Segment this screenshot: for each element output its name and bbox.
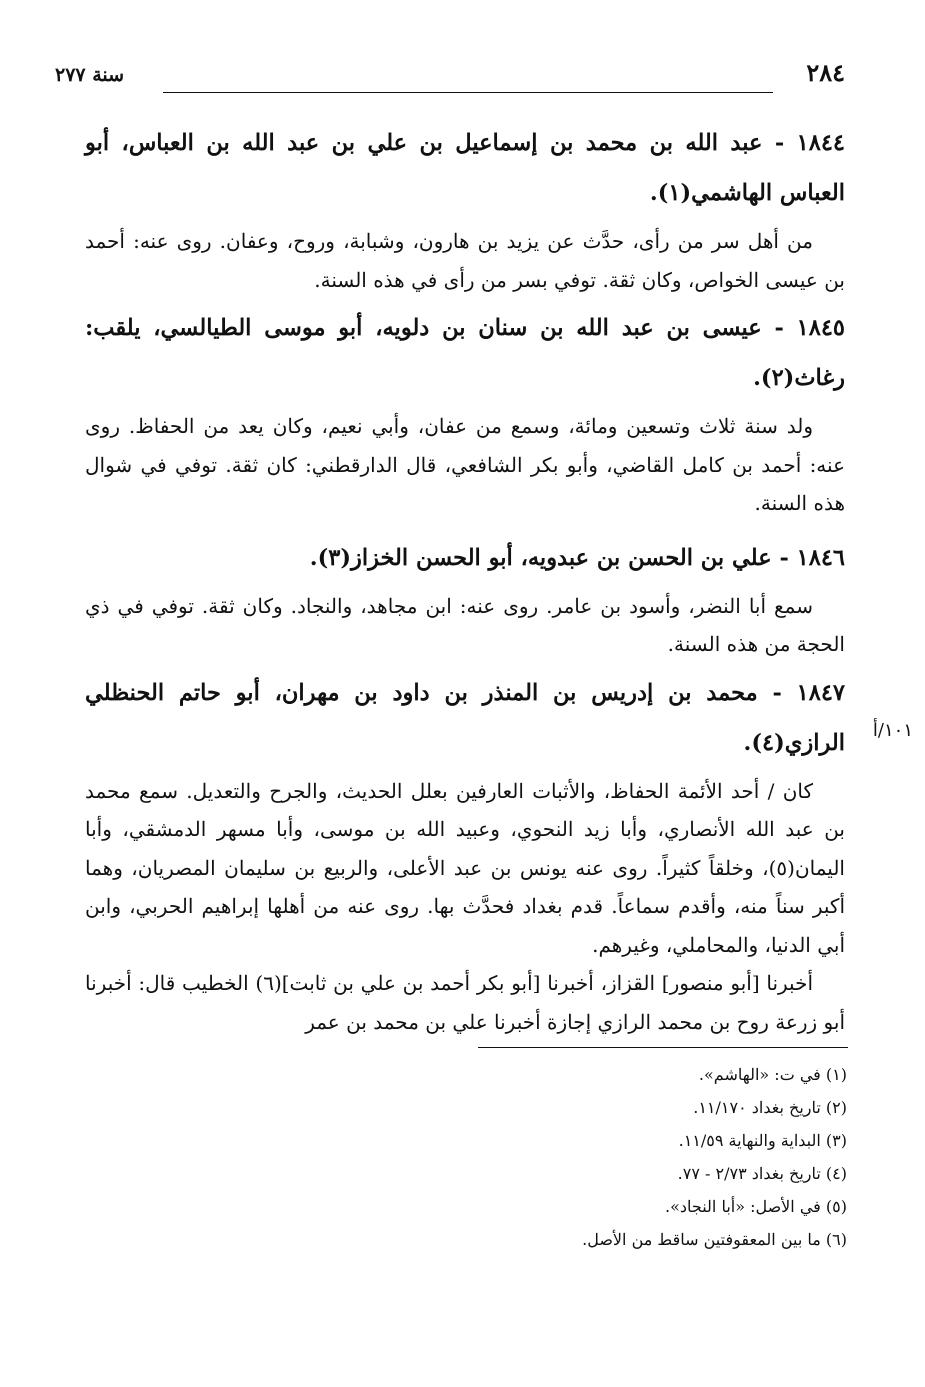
footnotes bbox=[347, 1058, 847, 1256]
entry-paragraph-1846: سمع أبا النضر، وأسود بن عامر. روى عنه: ابن مجاهد، والنجاد. وكان ثقة. توفي في ذي الحجة من هذه السنة. bbox=[85, 593, 845, 656]
year-label: سنة ٢٧٧ bbox=[55, 64, 125, 86]
entry-title-1846: ١٨٤٦ - علي بن الحسن بن عبدويه، أبو الحسن الخزاز(٣). bbox=[309, 544, 845, 571]
header-rule bbox=[163, 92, 773, 93]
entry-paragraph-1847-isnad: أخبرنا [أبو منصور] القزاز، أخبرنا [أبو بكر أحمد بن علي بن ثابت](٦) الخطيب قال: أخبرنا أبو زرعة روح بن محمد الرازي إجازة أخبرنا علي بن محمد بن عمر bbox=[85, 971, 845, 1034]
footnote-4: (٤) تاريخ بغداد ٢/٧٣ - ٧٧. bbox=[677, 1164, 847, 1183]
entry-paragraph-1844: من أهل سر من رأى، حدَّث عن يزيد بن هارون، وشبابة، وروح، وعفان. روى عنه: أحمد بن عيسى الخواص، وكان ثقة. توفي بسر من رأى في هذه السنة. bbox=[85, 229, 845, 292]
footnote-6: (٦) ما بين المعقوفتين ساقط من الأصل. bbox=[582, 1230, 847, 1249]
entry-paragraph-1847-bio: كان / أحد الأئمة الحفاظ، والأثبات العارفين بعلل الحديث، والجرح والتعديل. سمع محمد بن عبد الله الأنصاري، وأبا زيد النحوي، وعبيد الله بن موسى، وأبا مسهر الدمشقي، وأبا اليمان(٥)، وخلقاً كثيراً. روى عنه يونس بن عبد الأعلى، والربيع بن سليمان المصريان، وهما أكبر سناً منه، وأقدم سماعاً. قدم بغداد فحدَّث بها. روى عنه من أهلها إبراهيم الحربي، وابن أبي الدنيا، والمحاملي، وغيرهم. bbox=[85, 778, 845, 957]
folio-margin-note: ١٠١/أ bbox=[872, 720, 913, 741]
footnote-3: (٣) البداية والنهاية ١١/٥٩. bbox=[678, 1131, 847, 1150]
footnote-rule bbox=[478, 1047, 848, 1048]
running-header bbox=[55, 58, 845, 98]
entry-title-1845: ١٨٤٥ - عيسى بن عبد الله بن سنان بن دلويه، أبو موسى الطيالسي، يلقب: رغاث(٢). bbox=[85, 315, 845, 391]
footnote-5: (٥) في الأصل: «أبا النجاد». bbox=[665, 1197, 847, 1216]
main-text bbox=[85, 118, 845, 1041]
entry-title-1847: ١٨٤٧ - محمد بن إدريس بن المنذر بن داود بن مهران، أبو حاتم الحنظلي الرازي(٤). bbox=[85, 679, 845, 756]
footnote-1: (١) في ت: «الهاشم». bbox=[698, 1065, 847, 1084]
page-number: ٢٨٤ bbox=[806, 58, 845, 87]
footnote-2: (٢) تاريخ بغداد ١١/١٧٠. bbox=[693, 1098, 847, 1117]
entry-paragraph-1845: ولد سنة ثلاث وتسعين ومائة، وسمع من عفان، وأبي نعيم، وكان يعد من الحفاظ. روى عنه: أحمد بن كامل القاضي، وأبو بكر الشافعي، قال الدارقطني: كان ثقة. توفي في شوال هذه السنة. bbox=[85, 414, 846, 515]
entry-title-1844: ١٨٤٤ - عبد الله بن محمد بن إسماعيل بن علي بن عبد الله بن العباس، أبو العباس الهاشمي(١). bbox=[85, 130, 845, 206]
